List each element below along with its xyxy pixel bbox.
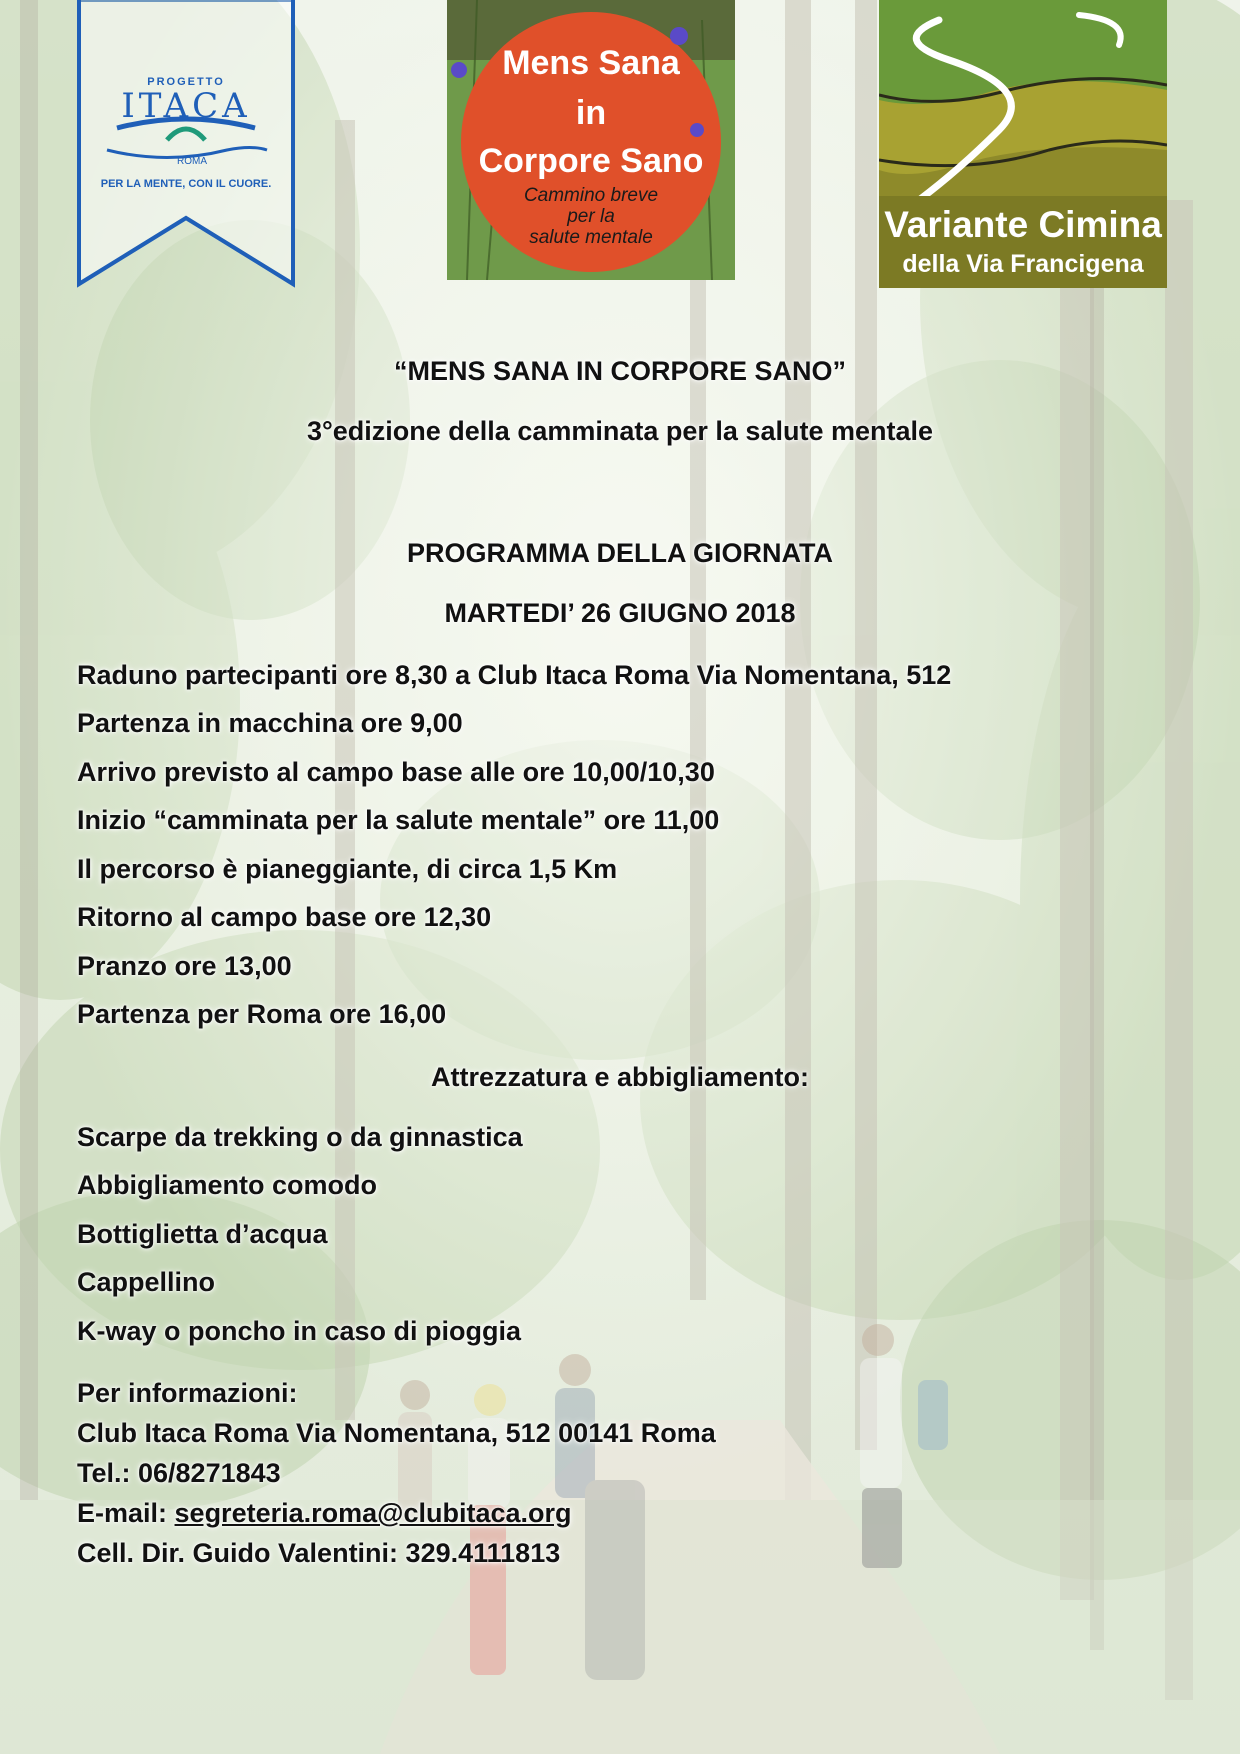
- event-title: “MENS SANA IN CORPORE SANO”: [393, 356, 847, 386]
- program-item: Inizio “camminata per la salute mentale” ore 11,00: [77, 805, 720, 835]
- contacts-email-link[interactable]: segreteria.roma@clubitaca.org: [174, 1498, 572, 1528]
- program-item: Raduno partecipanti ore 8,30 a Club Itaca Roma Via Nomentana, 512: [77, 660, 952, 690]
- mens-sana-sub1: Cammino breve: [523, 185, 659, 206]
- itaca-top-label: PROGETTO: [147, 76, 225, 88]
- program-item: Partenza per Roma ore 16,00: [77, 999, 447, 1029]
- equipment-item: Bottiglietta d’acqua: [77, 1219, 328, 1249]
- equipment-item: Scarpe da trekking o da ginnastica: [77, 1122, 523, 1152]
- contacts-heading: Per informazioni:: [77, 1378, 298, 1408]
- mens-sana-sub2: per la: [567, 206, 615, 227]
- variante-line1: Variante Cimina: [884, 204, 1162, 245]
- program-heading: PROGRAMMA DELLA GIORNATA: [407, 538, 833, 568]
- equipment-heading: Attrezzatura e abbigliamento:: [430, 1062, 810, 1092]
- mens-sana-line1: Mens Sana: [502, 44, 680, 82]
- contacts-tel: Tel.: 06/8271843: [77, 1458, 281, 1488]
- variante-line2: della Via Francigena: [902, 250, 1144, 278]
- program-item: Partenza in macchina ore 9,00: [77, 708, 463, 738]
- program-item: Arrivo previsto al campo base alle ore 10,00/10,30: [77, 757, 715, 787]
- mens-sana-logo: [447, 0, 735, 280]
- equipment-item: Abbigliamento comodo: [77, 1170, 377, 1200]
- program-date: MARTEDI’ 26 GIUGNO 2018: [444, 598, 796, 628]
- program-item: Ritorno al campo base ore 12,30: [77, 902, 492, 932]
- mens-sana-sub3: salute mentale: [529, 227, 653, 248]
- program-item: Pranzo ore 13,00: [77, 951, 292, 981]
- contacts-address: Club Itaca Roma Via Nomentana, 512 00141 Roma: [77, 1418, 716, 1448]
- contacts-email-line: [77, 1498, 572, 1529]
- program-item: Il percorso è pianeggiante, di circa 1,5 Km: [77, 854, 618, 884]
- equipment-item: K-way o poncho in caso di pioggia: [77, 1316, 522, 1346]
- itaca-tagline: PER LA MENTE, CON IL CUORE.: [100, 178, 272, 190]
- mens-sana-line3: Corpore Sano: [478, 142, 704, 180]
- contacts-email-label: E-mail:: [77, 1498, 175, 1528]
- itaca-logo: [77, 0, 295, 288]
- event-subtitle: 3°edizione della camminata per la salute mentale: [306, 416, 934, 446]
- contacts-cell: Cell. Dir. Guido Valentini: 329.4111813: [77, 1538, 561, 1568]
- variante-cimina-logo: [879, 0, 1167, 288]
- itaca-city: ROMA: [177, 156, 207, 167]
- itaca-name: ITACA: [121, 86, 251, 126]
- equipment-item: Cappellino: [77, 1267, 216, 1297]
- mens-sana-line2: in: [575, 94, 607, 132]
